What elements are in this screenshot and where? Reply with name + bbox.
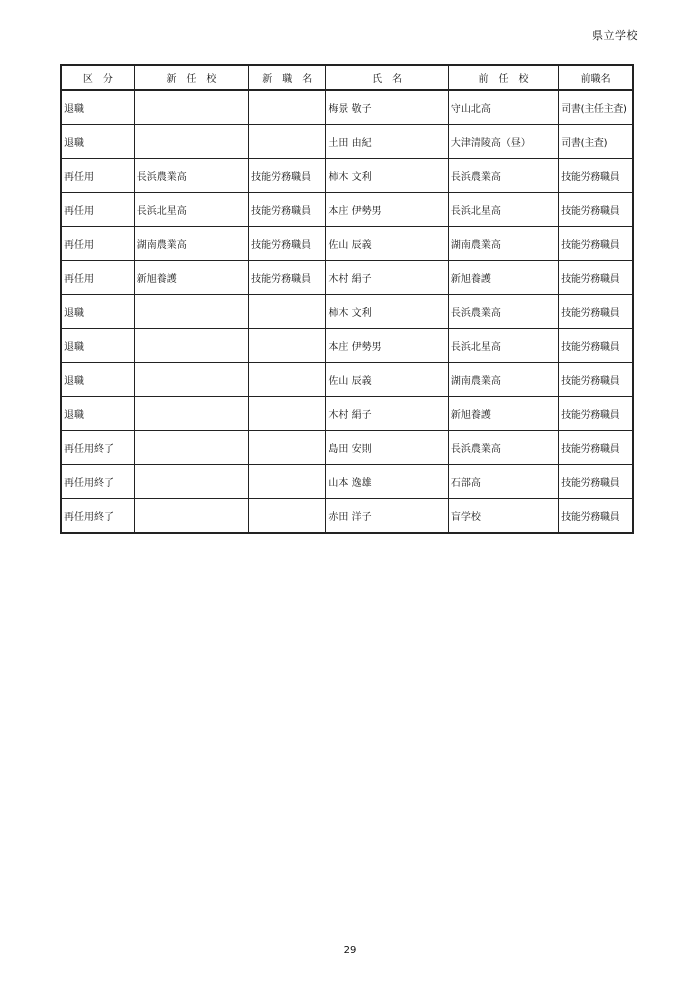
cell-previous-school: 石部高 [448,465,558,499]
column-header-name: 氏 名 [326,65,448,90]
cell-previous-school: 長浜北星高 [448,329,558,363]
cell-name: 梅景 敬子 [326,90,448,125]
column-header-kubun: 区 分 [61,65,134,90]
cell-new-position: 技能労務職員 [249,227,326,261]
cell-previous-position: 技能労務職員 [559,329,633,363]
column-header-new-school: 新 任 校 [134,65,248,90]
cell-new-position: 技能労務職員 [249,159,326,193]
cell-previous-school: 守山北高 [448,90,558,125]
cell-kubun: 退職 [61,125,134,159]
cell-previous-position: 司書(主査) [559,125,633,159]
cell-kubun: 退職 [61,295,134,329]
cell-kubun: 再任用 [61,193,134,227]
cell-new-position [249,363,326,397]
table-row [61,90,633,125]
cell-new-school [134,329,248,363]
cell-new-position: 技能労務職員 [249,193,326,227]
cell-new-position [249,329,326,363]
cell-previous-school: 長浜農業高 [448,159,558,193]
cell-previous-school: 長浜農業高 [448,431,558,465]
cell-previous-school: 湖南農業高 [448,227,558,261]
cell-name: 木村 絹子 [326,397,448,431]
table-row [61,261,633,295]
table-row [61,159,633,193]
cell-new-school [134,397,248,431]
cell-previous-position: 技能労務職員 [559,363,633,397]
cell-previous-position: 技能労務職員 [559,295,633,329]
cell-new-position [249,465,326,499]
cell-new-school: 新旭養護 [134,261,248,295]
cell-new-school: 長浜農業高 [134,159,248,193]
table-row [61,499,633,534]
cell-new-school [134,125,248,159]
document-category-label: 県立学校 [592,29,638,42]
table-row [61,295,633,329]
table-row [61,227,633,261]
table-body [61,90,633,533]
cell-name: 赤田 洋子 [326,499,448,534]
cell-new-position [249,295,326,329]
cell-previous-school: 大津清陵高（昼） [448,125,558,159]
cell-new-school [134,499,248,534]
cell-new-position [249,499,326,534]
cell-previous-school: 盲学校 [448,499,558,534]
cell-kubun: 再任用終了 [61,465,134,499]
table-row [61,431,633,465]
table-row [61,125,633,159]
cell-kubun: 退職 [61,90,134,125]
cell-new-school [134,90,248,125]
cell-name: 木村 絹子 [326,261,448,295]
personnel-change-table [60,64,634,534]
cell-name: 柿木 文利 [326,295,448,329]
cell-previous-school: 新旭養護 [448,261,558,295]
cell-kubun: 再任用 [61,261,134,295]
cell-kubun: 再任用終了 [61,431,134,465]
table-header-row [61,65,633,90]
page-number: 29 [343,945,357,956]
cell-name: 本庄 伊勢男 [326,193,448,227]
cell-new-position [249,397,326,431]
cell-new-position [249,431,326,465]
cell-previous-position: 司書(主任主査) [559,90,633,125]
cell-kubun: 再任用終了 [61,499,134,534]
cell-new-position [249,125,326,159]
cell-name: 山本 逸雄 [326,465,448,499]
cell-new-school [134,431,248,465]
table-row [61,329,633,363]
cell-new-school: 長浜北星高 [134,193,248,227]
cell-kubun: 退職 [61,363,134,397]
cell-previous-school: 長浜北星高 [448,193,558,227]
cell-name: 佐山 辰義 [326,227,448,261]
cell-kubun: 再任用 [61,159,134,193]
cell-previous-position: 技能労務職員 [559,499,633,534]
cell-kubun: 退職 [61,329,134,363]
cell-kubun: 退職 [61,397,134,431]
cell-previous-school: 湖南農業高 [448,363,558,397]
cell-previous-position: 技能労務職員 [559,193,633,227]
cell-previous-position: 技能労務職員 [559,227,633,261]
column-header-new-position: 新 職 名 [249,65,326,90]
cell-previous-position: 技能労務職員 [559,159,633,193]
cell-name: 佐山 辰義 [326,363,448,397]
cell-new-school: 湖南農業高 [134,227,248,261]
table-row [61,363,633,397]
cell-new-school [134,295,248,329]
cell-new-position: 技能労務職員 [249,261,326,295]
column-header-previous-position: 前職名 [559,65,633,90]
table-row [61,465,633,499]
cell-new-position [249,90,326,125]
cell-name: 土田 由紀 [326,125,448,159]
cell-kubun: 再任用 [61,227,134,261]
cell-previous-school: 新旭養護 [448,397,558,431]
cell-previous-position: 技能労務職員 [559,431,633,465]
cell-previous-position: 技能労務職員 [559,397,633,431]
cell-name: 柿木 文利 [326,159,448,193]
cell-new-school [134,363,248,397]
table-row [61,193,633,227]
cell-name: 島田 安則 [326,431,448,465]
cell-new-school [134,465,248,499]
cell-previous-position: 技能労務職員 [559,261,633,295]
cell-previous-position: 技能労務職員 [559,465,633,499]
table-row [61,397,633,431]
cell-name: 本庄 伊勢男 [326,329,448,363]
column-header-previous-school: 前 任 校 [448,65,558,90]
cell-previous-school: 長浜農業高 [448,295,558,329]
